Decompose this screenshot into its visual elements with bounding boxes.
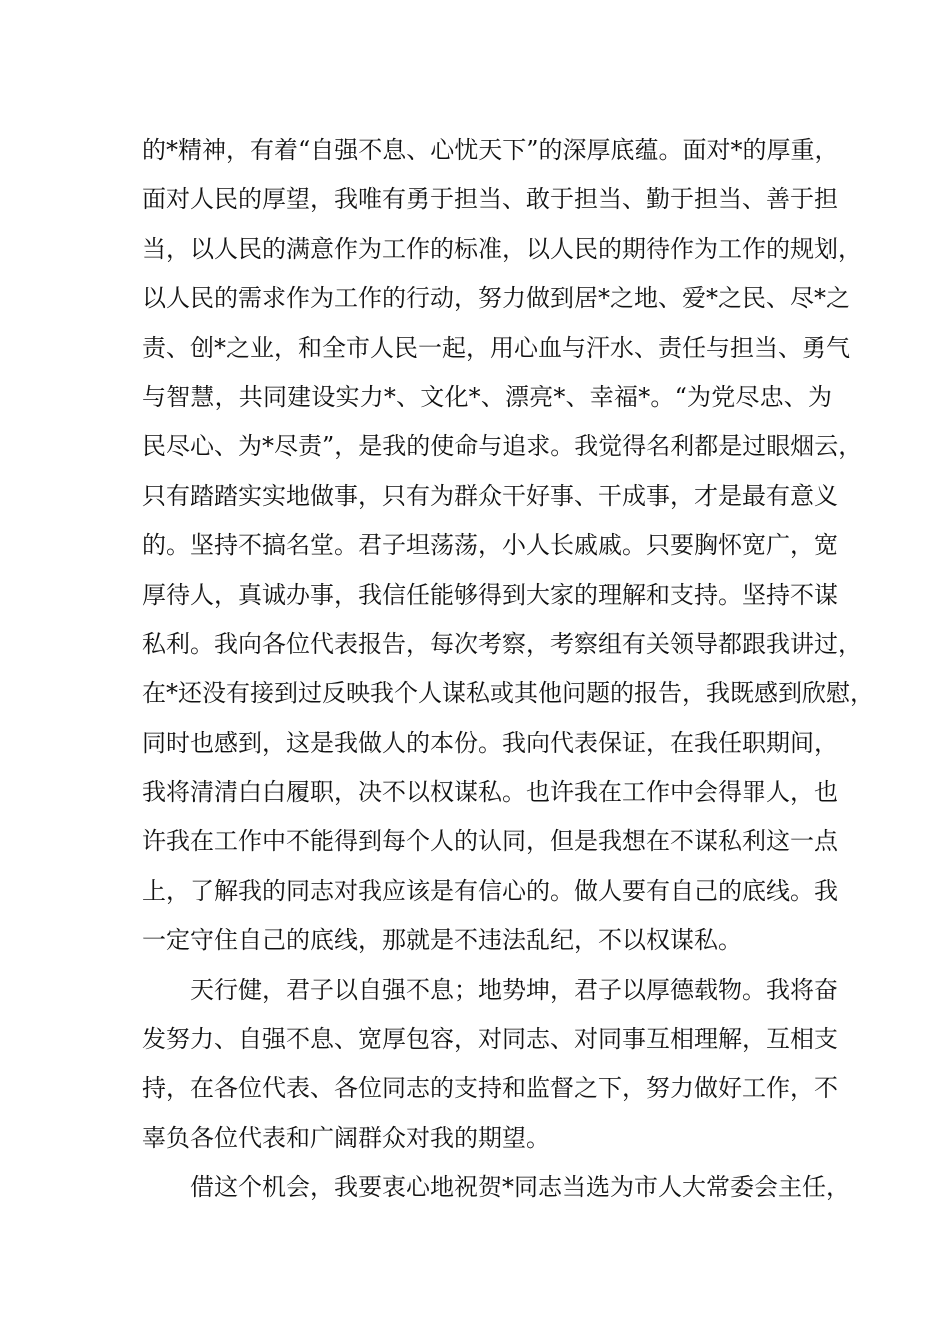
text-line: 私利。我向各位代表报告，每次考察，考察组有关领导都跟我讲过， — [142, 629, 862, 658]
text-line: 辜负各位代表和广阔群众对我的期望。 — [142, 1123, 550, 1152]
text-line: 许我在工作中不能得到每个人的认同，但是我想在不谋私利这一点 — [142, 827, 838, 856]
text-line: 在*还没有接到过反映我个人谋私或其他问题的报告，我既感到欣慰， — [142, 679, 874, 708]
paragraph-start-line: 天行健，君子以自强不息；地势坤，君子以厚德载物。我将奋 — [190, 975, 838, 1004]
text-line: 的。坚持不搞名堂。君子坦荡荡，小人长戚戚。只要胸怀宽广，宽 — [142, 531, 838, 560]
paragraph-start-line: 借这个机会，我要衷心地祝贺*同志当选为市人大常委会主任， — [190, 1173, 850, 1202]
text-line: 当，以人民的满意作为工作的标准，以人民的期待作为工作的规划， — [142, 234, 862, 263]
text-line: 我将清清白白履职，决不以权谋私。也许我在工作中会得罪人，也 — [142, 778, 838, 807]
text-line: 与智慧，共同建设实力*、文化*、漂亮*、幸福*。“为党尽忠、为 — [142, 382, 832, 411]
text-line: 只有踏踏实实地做事，只有为群众干好事、干成事，才是最有意义 — [142, 481, 838, 510]
text-line: 持，在各位代表、各位同志的支持和监督之下，努力做好工作，不 — [142, 1074, 838, 1103]
text-line: 厚待人，真诚办事，我信任能够得到大家的理解和支持。坚持不谋 — [142, 580, 838, 609]
text-line: 以人民的需求作为工作的行动，努力做到居*之地、爱*之民、尽*之 — [142, 284, 850, 313]
text-line: 民尽心、为*尽责”，是我的使命与追求。我觉得名利都是过眼烟云， — [142, 432, 863, 461]
text-line: 同时也感到，这是我做人的本份。我向代表保证，在我任职期间， — [142, 728, 838, 757]
text-line: 面对人民的厚望，我唯有勇于担当、敢于担当、勤于担当、善于担 — [142, 185, 838, 214]
text-line: 发努力、自强不息、宽厚包容，对同志、对同事互相理解，互相支 — [142, 1025, 838, 1054]
text-line: 的*精神，有着“自强不息、心忧天下”的深厚底蕴。面对*的厚重， — [142, 136, 839, 164]
text-line: 责、创*之业，和全市人民一起，用心血与汗水、责任与担当、勇气 — [142, 333, 850, 362]
text-line: 上，了解我的同志对我应该是有信心的。做人要有自己的底线。我 — [142, 876, 838, 905]
body-text — [142, 126, 874, 1213]
text-line: 一定守住自己的底线，那就是不违法乱纪，不以权谋私。 — [142, 926, 742, 955]
